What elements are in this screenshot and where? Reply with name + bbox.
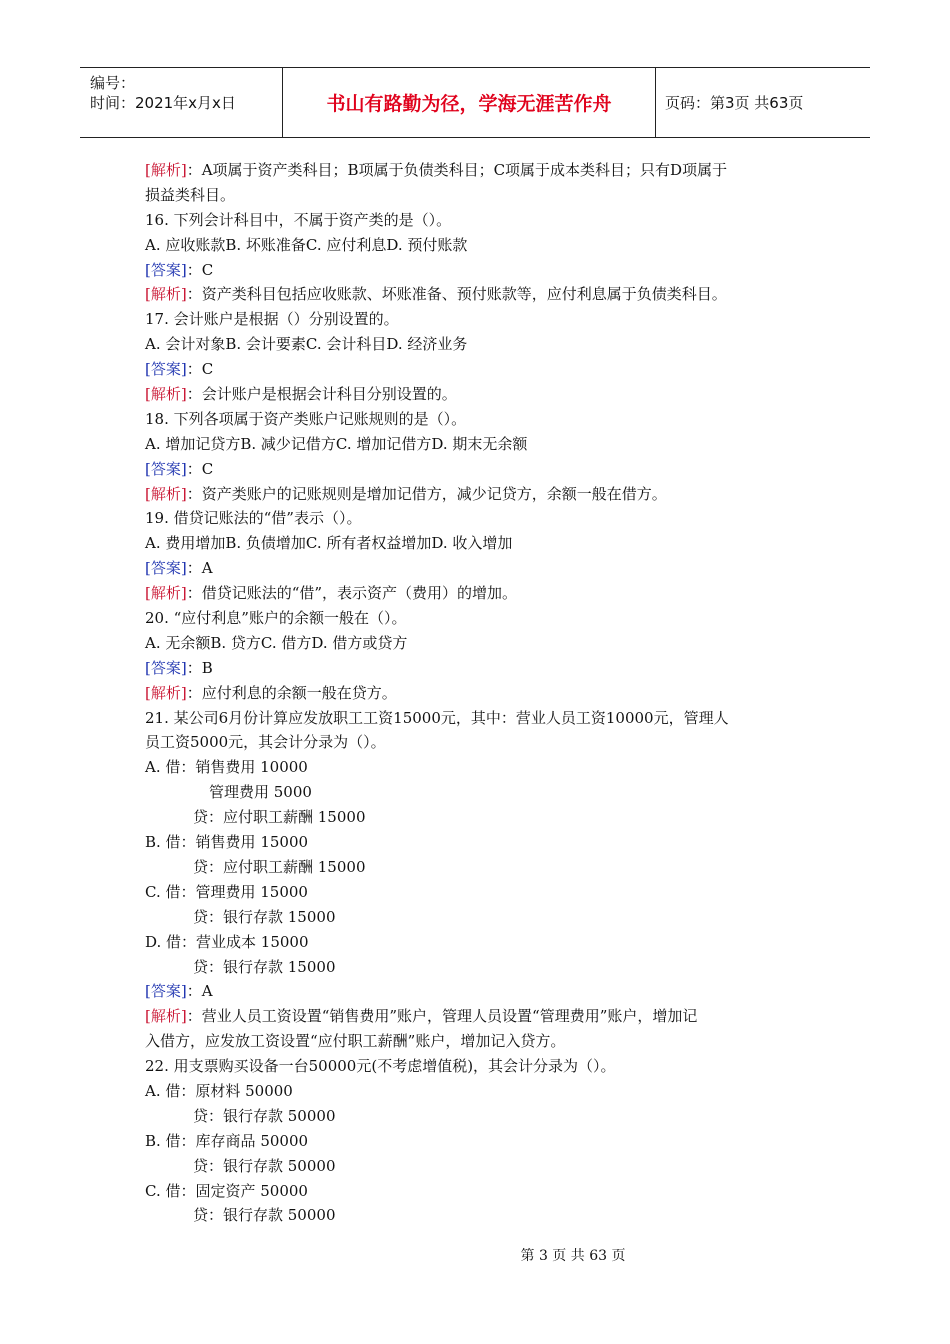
- explanation-tag: [解析]: [145, 161, 187, 179]
- line-text: ：资产类账户的记账规则是增加记借方，减少记贷方，余额一般在借方。: [186, 484, 667, 503]
- text-line: [145, 955, 825, 980]
- line-text: 损益类科目。: [145, 185, 236, 204]
- text-line: [145, 930, 825, 955]
- explanation-tag: [解析]: [145, 584, 187, 603]
- line-text: ：会计账户是根据会计科目分别设置的。: [186, 385, 457, 404]
- line-text: ：C: [186, 360, 214, 379]
- text-line: [145, 407, 825, 432]
- code-label: 编号：: [90, 74, 136, 92]
- line-text: 贷：银行存款 15000: [193, 957, 336, 976]
- text-line: [145, 183, 825, 208]
- answer-tag: [答案]: [145, 982, 187, 1001]
- text-line: [145, 730, 825, 755]
- line-text: 22. 用支票购买设备一台50000元(不考虑增值税)，其会计分录为（）。: [145, 1057, 616, 1076]
- line-text: ：A项属于资产类科目；B项属于负债类科目；C项属于成本类科目；只有D项属于: [186, 161, 728, 179]
- explanation-tag: [解析]: [145, 285, 187, 304]
- line-text: A. 增加记贷方B. 减少记借方C. 增加记借方D. 期末无余额: [145, 434, 528, 453]
- text-line: [145, 880, 825, 905]
- text-line: [145, 1054, 825, 1079]
- line-text: ：资产类科目包括应收账款、坏账准备、预付账款等，应付利息属于负债类科目。: [186, 285, 727, 304]
- line-text: ：C: [186, 459, 214, 478]
- line-text: ：A: [186, 559, 213, 578]
- line-text: 员工资5000元，其会计分录为（）。: [145, 733, 386, 752]
- text-line: [145, 233, 825, 258]
- line-text: 贷：银行存款 50000: [193, 1156, 336, 1175]
- page-info-text: 页码：第3页 共63页: [665, 94, 804, 112]
- line-text: 贷：银行存款 50000: [193, 1206, 336, 1225]
- text-line: [145, 1104, 825, 1129]
- text-line: [145, 1079, 825, 1104]
- explanation-line: [145, 382, 825, 407]
- text-line: [145, 1154, 825, 1179]
- text-line: [145, 855, 825, 880]
- text-line: [145, 830, 825, 855]
- text-line: [145, 780, 825, 805]
- line-text: 入借方，应发放工资设置“应付职工薪酬”账户，增加记入贷方。: [145, 1032, 566, 1051]
- text-line: [145, 706, 825, 731]
- line-text: ：A: [186, 982, 213, 1001]
- header-slogan: 书山有路勤为径，学海无涯苦作舟: [283, 68, 656, 137]
- text-line: [145, 1029, 825, 1054]
- text-line: [145, 755, 825, 780]
- footer-page-number: 第 3 页 共 63 页: [520, 1248, 626, 1264]
- line-text: A. 借：销售费用 10000: [145, 758, 308, 777]
- line-text: 贷：银行存款 50000: [193, 1106, 336, 1125]
- line-text: A. 会计对象B. 会计要素C. 会计科目D. 经济业务: [145, 335, 468, 354]
- line-text: ：C: [186, 260, 214, 279]
- line-text: A. 应收账款B. 坏账准备C. 应付利息D. 预付账款: [145, 235, 468, 254]
- explanation-tag: [解析]: [145, 1007, 187, 1026]
- text-line: [145, 208, 825, 233]
- explanation-line: [145, 158, 825, 183]
- text-line: [145, 506, 825, 531]
- line-text: B. 借：销售费用 15000: [145, 833, 309, 852]
- answer-tag: [答案]: [145, 260, 187, 279]
- line-text: A. 借：原材料 50000: [145, 1081, 293, 1100]
- page-footer: [0, 1245, 950, 1265]
- answer-line: [145, 979, 825, 1004]
- line-text: 贷：应付职工薪酬 15000: [193, 857, 366, 876]
- explanation-tag: [解析]: [145, 683, 187, 702]
- text-line: [145, 805, 825, 830]
- explanation-tag: [解析]: [145, 385, 187, 404]
- text-line: [145, 1129, 825, 1154]
- line-text: ：应付利息的余额一般在贷方。: [186, 683, 397, 702]
- answer-tag: [答案]: [145, 559, 187, 578]
- explanation-tag: [解析]: [145, 484, 187, 503]
- line-text: 管理费用 5000: [209, 783, 312, 802]
- answer-line: [145, 357, 825, 382]
- answer-line: [145, 258, 825, 283]
- explanation-line: [145, 482, 825, 507]
- line-text: 贷：应付职工薪酬 15000: [193, 808, 366, 827]
- line-text: A. 无余额B. 贷方C. 借方D. 借方或贷方: [145, 633, 408, 652]
- text-line: [145, 631, 825, 656]
- text-line: [145, 432, 825, 457]
- line-text: 20. “应付利息”账户的余额一般在（）。: [145, 609, 407, 628]
- answer-line: [145, 457, 825, 482]
- document-body: [145, 158, 825, 1228]
- explanation-line: [145, 282, 825, 307]
- line-text: C. 借：固定资产 50000: [145, 1181, 308, 1200]
- time-label: 时间：2021年x月x日: [90, 94, 236, 112]
- text-line: [145, 606, 825, 631]
- answer-tag: [答案]: [145, 658, 187, 677]
- line-text: A. 费用增加B. 负债增加C. 所有者权益增加D. 收入增加: [145, 534, 513, 553]
- page-header: [80, 67, 870, 138]
- text-line: [145, 905, 825, 930]
- line-text: 21. 某公司6月份计算应发放职工工资15000元，其中：营业人员工资10000元，管理人: [145, 708, 729, 727]
- line-text: 16. 下列会计科目中，不属于资产类的是（）。: [145, 210, 452, 229]
- line-text: 19. 借贷记账法的“借”表示（）。: [145, 509, 362, 528]
- explanation-line: [145, 681, 825, 706]
- line-text: B. 借：库存商品 50000: [145, 1131, 309, 1150]
- text-line: [145, 307, 825, 332]
- line-text: D. 借：营业成本 15000: [145, 932, 309, 951]
- line-text: 18. 下列各项属于资产类账户记账规则的是（）。: [145, 409, 467, 428]
- line-text: C. 借：管理费用 15000: [145, 882, 308, 901]
- answer-tag: [答案]: [145, 459, 187, 478]
- text-line: [145, 332, 825, 357]
- line-text: ：营业人员工资设置“销售费用”账户，管理人员设置“管理费用”账户，增加记: [186, 1007, 698, 1026]
- explanation-line: [145, 581, 825, 606]
- line-text: 17. 会计账户是根据（）分别设置的。: [145, 310, 399, 329]
- header-page-info: [656, 68, 870, 137]
- answer-line: [145, 556, 825, 581]
- line-text: ：B: [186, 658, 213, 677]
- explanation-line: [145, 1004, 825, 1029]
- answer-line: [145, 656, 825, 681]
- text-line: [145, 531, 825, 556]
- line-text: ：借贷记账法的“借”，表示资产（费用）的增加。: [186, 584, 518, 603]
- answer-tag: [答案]: [145, 360, 187, 379]
- text-line: [145, 1203, 825, 1228]
- text-line: [145, 1179, 825, 1204]
- header-meta: [80, 68, 283, 137]
- line-text: 贷：银行存款 15000: [193, 907, 336, 926]
